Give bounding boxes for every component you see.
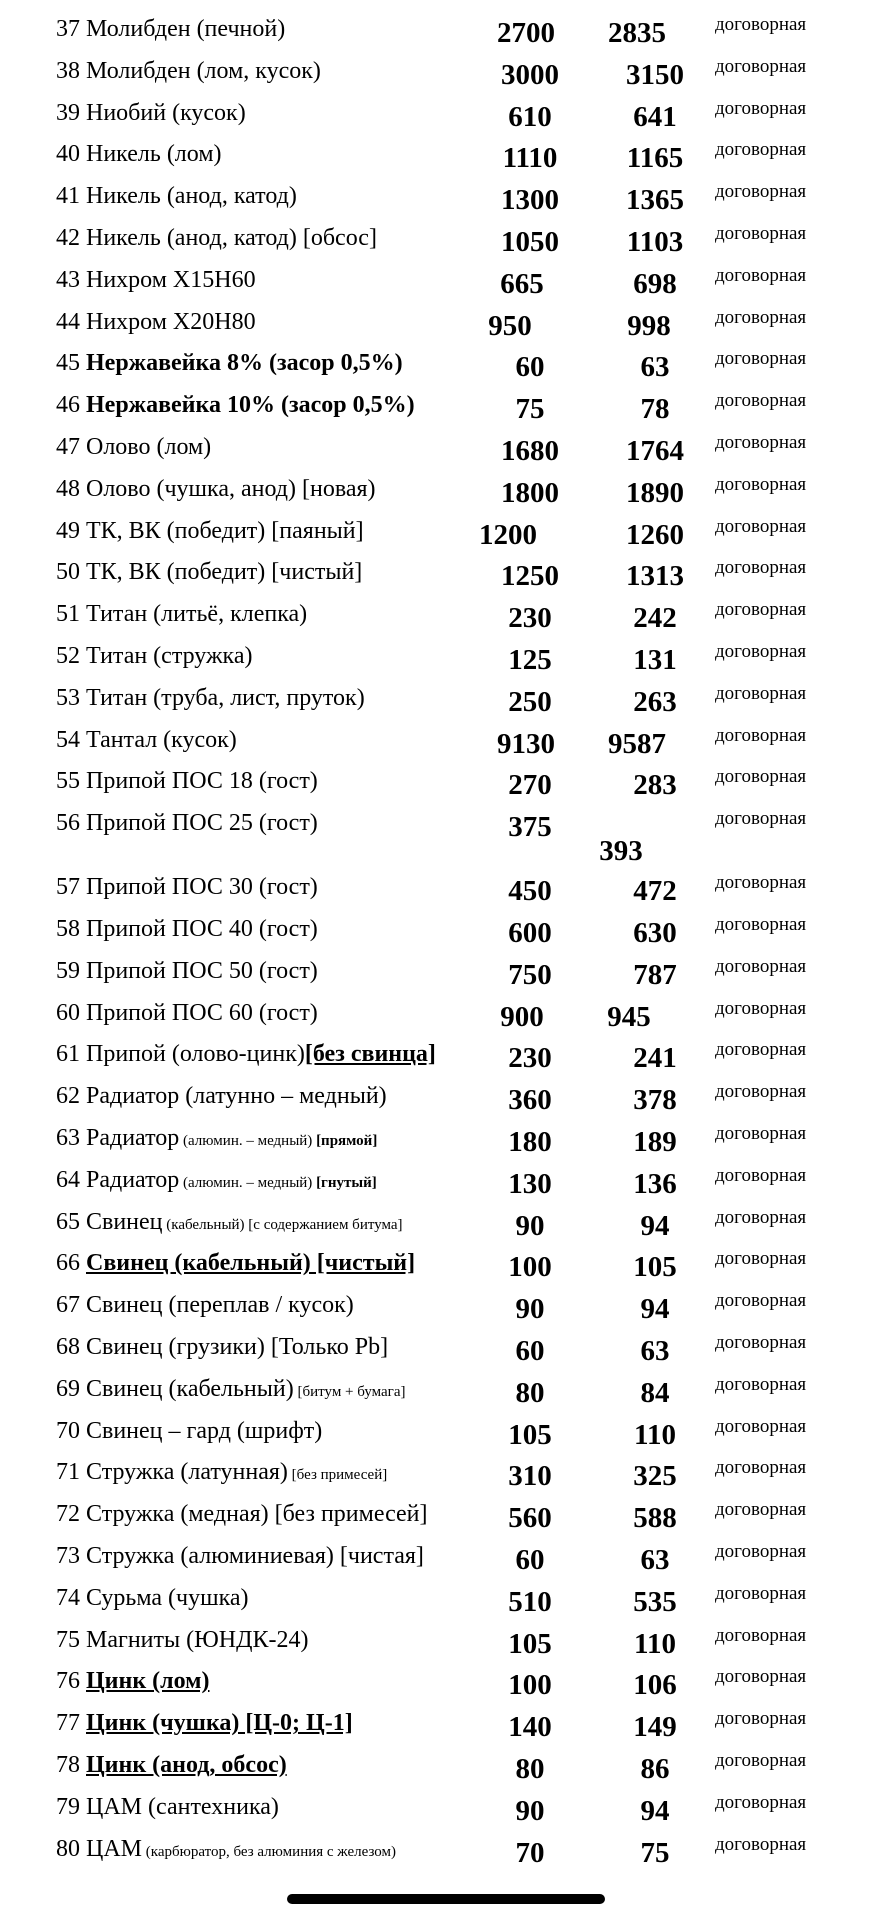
price-2: 1165 (626, 142, 684, 175)
price-1: 180 (508, 1126, 552, 1158)
price-1: 90 (515, 1794, 545, 1827)
price-1: 80 (515, 1376, 545, 1409)
table-row (0, 719, 886, 759)
price-status: договорная (715, 682, 807, 704)
price-1: 100 (508, 1251, 552, 1284)
price-status: договорная (715, 1248, 807, 1270)
table-row (0, 760, 886, 800)
material-name: Свинец – гард (шрифт) (86, 1417, 323, 1444)
price-1: 3000 (501, 58, 559, 91)
price-status: договорная (715, 1499, 807, 1521)
table-row (0, 992, 886, 1032)
row-number: 55 (56, 768, 80, 795)
price-1: 130 (508, 1167, 552, 1200)
material-name: Стружка (алюминиевая) [чистая] (86, 1543, 424, 1569)
price-1: 75 (515, 393, 545, 426)
price-2: 1365 (626, 184, 684, 217)
material-name: Сурьма (чушка) (86, 1584, 249, 1611)
price-1: 1110 (502, 142, 558, 175)
material-name: Титан (труба, лист, пруток) (86, 684, 365, 711)
table-row (0, 1535, 886, 1575)
row-number: 64 (56, 1166, 80, 1193)
table-row (0, 1368, 886, 1408)
material-name: Титан (стружка) (86, 643, 253, 669)
price-status: договорная (715, 181, 807, 203)
material-name: Припой ПОС 50 (гост) (86, 957, 318, 984)
price-1: 560 (508, 1502, 552, 1535)
price-status: договорная (715, 1164, 807, 1186)
row-number: 54 (56, 726, 80, 753)
price-2: 263 (633, 685, 677, 718)
price-status: договорная (715, 97, 807, 119)
row-number: 44 (56, 308, 80, 335)
material-name: Свинец (кабельный) [битум + бумага] (86, 1375, 406, 1402)
row-number: 42 (56, 225, 80, 251)
price-2: 84 (640, 1376, 670, 1409)
price-1: 900 (500, 1000, 544, 1033)
price-status: договорная (715, 1541, 807, 1562)
price-status: договорная (715, 641, 807, 662)
material-name: Олово (лом) (86, 434, 212, 460)
home-indicator[interactable] (287, 1894, 605, 1904)
material-name: Припой ПОС 18 (гост) (86, 768, 318, 795)
price-2: 641 (633, 100, 677, 133)
price-1: 60 (515, 1544, 545, 1576)
table-row (0, 426, 886, 466)
material-name: Молибден (лом, кусок) (86, 57, 321, 84)
material-name: Магниты (ЮНДК-24) (86, 1626, 309, 1653)
row-number: 45 (56, 350, 80, 377)
table-row (0, 1828, 886, 1868)
price-1: 1200 (479, 518, 537, 551)
table-row (0, 1242, 886, 1282)
price-status: договорная (715, 139, 807, 161)
table-row (0, 468, 886, 508)
price-1: 140 (508, 1711, 552, 1744)
material-name: Свинец (переплав / кусок) (86, 1292, 354, 1319)
price-status: договорная (715, 1791, 807, 1813)
material-name: Припой ПОС 40 (гост) (86, 916, 318, 942)
price-2: 94 (640, 1794, 670, 1827)
material-name: Нихром Х15Н60 (86, 266, 256, 293)
price-2: 78 (640, 393, 670, 426)
row-number: 40 (56, 141, 80, 168)
price-1: 450 (508, 875, 552, 908)
row-number: 57 (56, 874, 80, 901)
price-2: 75 (640, 1836, 670, 1869)
table-row (0, 510, 886, 550)
price-1: 510 (508, 1585, 552, 1618)
price-status: договорная (715, 997, 807, 1019)
material-name: Молибден (печной) (86, 16, 286, 42)
table-row (0, 1410, 886, 1450)
table-row (0, 677, 886, 717)
price-2: 378 (633, 1084, 677, 1117)
row-number: 69 (56, 1375, 80, 1402)
table-row (0, 342, 886, 382)
price-status: договорная (715, 1582, 807, 1604)
table-row (0, 175, 886, 215)
price-2: 189 (633, 1126, 677, 1158)
price-status: договорная (715, 223, 807, 244)
price-1: 950 (488, 309, 532, 342)
price-1: 375 (508, 811, 552, 844)
table-row (0, 1201, 886, 1241)
material-name: Титан (литьё, клепка) (86, 601, 308, 628)
table-row (0, 301, 886, 341)
material-name: Тантал (кусок) (86, 726, 237, 753)
material-name: ЦАМ (карбюратор, без алюминия с железом) (86, 1835, 396, 1862)
price-1: 105 (508, 1627, 552, 1660)
row-number: 75 (56, 1626, 80, 1653)
price-1: 60 (515, 1335, 545, 1367)
price-2: 110 (634, 1418, 676, 1451)
material-name: Нержавейка 8% (засор 0,5%) (86, 350, 403, 377)
price-2: 393 (599, 835, 643, 868)
price-2: 136 (633, 1167, 677, 1200)
row-number: 68 (56, 1334, 80, 1360)
price-status: договорная (715, 264, 807, 286)
table-row (0, 1493, 886, 1533)
table-row (0, 133, 886, 173)
clipped-previous-row (0, 0, 886, 2)
row-number: 61 (56, 1041, 80, 1068)
price-status: договорная (715, 1332, 807, 1353)
price-status: договорная (715, 1206, 807, 1228)
price-2: 283 (633, 769, 677, 802)
row-number: 50 (56, 559, 80, 586)
table-row (0, 1117, 886, 1157)
price-2: 131 (633, 644, 677, 676)
table-row (0, 1577, 886, 1617)
row-number: 59 (56, 957, 80, 984)
price-1: 100 (508, 1669, 552, 1702)
material-name: Никель (анод, катод) (86, 183, 297, 210)
price-status: договорная (715, 766, 807, 788)
price-2: 1260 (626, 518, 684, 551)
price-status: договорная (715, 55, 807, 77)
price-2: 787 (633, 958, 677, 991)
row-number: 41 (56, 183, 80, 210)
price-status: договорная (715, 473, 807, 495)
row-number: 66 (56, 1250, 80, 1277)
table-row (0, 950, 886, 990)
table-row (0, 1619, 886, 1659)
price-2: 241 (633, 1042, 677, 1075)
price-2: 998 (627, 309, 671, 342)
table-row (0, 1451, 886, 1491)
price-status: договорная (715, 1708, 807, 1730)
price-2: 2835 (608, 17, 666, 49)
price-2: 1764 (626, 435, 684, 467)
row-number: 56 (56, 810, 80, 837)
row-number: 63 (56, 1125, 80, 1151)
row-number: 72 (56, 1501, 80, 1528)
table-row (0, 551, 886, 591)
row-number: 37 (56, 16, 80, 42)
price-1: 80 (515, 1753, 545, 1785)
price-2: 3150 (626, 58, 684, 91)
row-number: 39 (56, 99, 80, 126)
price-status: договорная (715, 1081, 807, 1103)
price-status: договорная (715, 1290, 807, 1312)
price-1: 1680 (501, 435, 559, 467)
price-2: 9587 (608, 727, 666, 760)
material-name: Стружка (медная) [без примесей] (86, 1501, 428, 1528)
row-number: 77 (56, 1710, 80, 1737)
material-name: Нержавейка 10% (засор 0,5%) (86, 392, 415, 419)
price-status: договорная (715, 515, 807, 537)
price-status: договорная (715, 390, 807, 412)
material-name: Нихром Х20Н80 (86, 308, 256, 335)
price-1: 360 (508, 1084, 552, 1117)
table-row (0, 92, 886, 132)
row-number: 80 (56, 1835, 80, 1862)
row-number: 49 (56, 517, 80, 544)
price-2: 110 (634, 1627, 676, 1660)
price-status: договорная (715, 724, 807, 746)
price-1: 230 (508, 602, 552, 635)
price-status: договорная (715, 557, 807, 579)
price-2: 630 (633, 917, 677, 949)
row-number: 79 (56, 1793, 80, 1820)
price-status: договорная (715, 1039, 807, 1061)
material-name: Припой ПОС 25 (гост) (86, 810, 318, 837)
table-row (0, 802, 886, 868)
table-row (0, 1159, 886, 1199)
price-1: 1050 (501, 226, 559, 258)
price-2: 325 (633, 1460, 677, 1493)
price-2: 105 (633, 1251, 677, 1284)
price-2: 106 (633, 1669, 677, 1702)
row-number: 46 (56, 392, 80, 419)
material-name: Припой ПОС 60 (гост) (86, 999, 318, 1026)
table-row (0, 866, 886, 906)
price-1: 750 (508, 958, 552, 991)
price-2: 149 (633, 1711, 677, 1744)
material-name: ЦАМ (сантехника) (86, 1793, 279, 1820)
price-1: 2700 (497, 17, 555, 49)
row-number: 53 (56, 684, 80, 711)
table-row (0, 1786, 886, 1826)
material-name: Радиатор (латунно – медный) (86, 1083, 387, 1110)
price-1: 230 (508, 1042, 552, 1075)
price-1: 1800 (501, 476, 559, 509)
table-row (0, 1702, 886, 1742)
price-status: договорная (715, 1373, 807, 1395)
row-number: 73 (56, 1543, 80, 1569)
table-row (0, 217, 886, 257)
material-name: Цинк (чушка) [Ц-0; Ц-1] (86, 1710, 353, 1737)
price-1: 600 (508, 917, 552, 949)
price-1: 665 (500, 267, 544, 300)
price-status: договорная (715, 14, 807, 35)
material-name: Ниобий (кусок) (86, 99, 246, 126)
material-name: Олово (чушка, анод) [новая) (86, 475, 376, 502)
price-status: договорная (715, 1415, 807, 1437)
table-row (0, 1660, 886, 1700)
row-number: 52 (56, 643, 80, 669)
price-2: 94 (640, 1209, 670, 1242)
price-2: 94 (640, 1293, 670, 1326)
table-row (0, 1284, 886, 1324)
material-name: Цинк (лом) (86, 1668, 210, 1695)
price-status: договорная (715, 1750, 807, 1771)
table-row (0, 635, 886, 675)
price-1: 60 (515, 351, 545, 384)
table-row (0, 384, 886, 424)
price-2: 86 (640, 1753, 670, 1785)
price-1: 105 (508, 1418, 552, 1451)
row-number: 78 (56, 1752, 80, 1778)
material-name: Свинец (кабельный) [чистый] (86, 1250, 416, 1277)
row-number: 47 (56, 434, 80, 460)
price-1: 250 (508, 685, 552, 718)
price-status: договорная (715, 872, 807, 894)
row-number: 67 (56, 1292, 80, 1319)
price-status: договорная (715, 432, 807, 453)
price-status: договорная (715, 1123, 807, 1144)
material-name: ТК, ВК (победит) [паяный] (86, 517, 364, 544)
price-2: 242 (633, 602, 677, 635)
row-number: 76 (56, 1668, 80, 1695)
material-name: Свинец (грузики) [Только Pb] (86, 1334, 389, 1360)
price-status: договорная (715, 955, 807, 977)
price-status: договорная (715, 1624, 807, 1646)
table-row (0, 1326, 886, 1366)
row-number: 48 (56, 475, 80, 502)
price-1: 125 (508, 644, 552, 676)
row-number: 38 (56, 57, 80, 84)
row-number: 51 (56, 601, 80, 628)
material-name: Радиатор (алюмин. – медный) [гнутый] (86, 1166, 377, 1193)
row-number: 58 (56, 916, 80, 942)
table-row (0, 1075, 886, 1115)
price-1: 1300 (501, 184, 559, 217)
price-1: 70 (515, 1836, 545, 1869)
row-number: 74 (56, 1584, 80, 1611)
price-1: 610 (508, 100, 552, 133)
table-row (0, 593, 886, 633)
price-2: 698 (633, 267, 677, 300)
price-2: 588 (633, 1502, 677, 1535)
row-number: 62 (56, 1083, 80, 1110)
price-2: 945 (607, 1000, 651, 1033)
table-row (0, 259, 886, 299)
price-1: 270 (508, 769, 552, 802)
price-status: договорная (715, 808, 807, 830)
price-2: 63 (640, 1544, 670, 1576)
table-row (0, 8, 886, 48)
material-name: Никель (анод, катод) [обсос] (86, 225, 377, 251)
price-status: договорная (715, 306, 807, 328)
table-row (0, 1033, 886, 1073)
table-row (0, 908, 886, 948)
price-1: 90 (515, 1209, 545, 1242)
price-2: 1103 (626, 226, 684, 258)
price-status: договорная (715, 1666, 807, 1688)
price-status: договорная (715, 1833, 807, 1855)
row-number: 70 (56, 1417, 80, 1444)
material-name: Припой (олово-цинк)[без свинца] (86, 1041, 436, 1068)
material-name: Припой ПОС 30 (гост) (86, 874, 318, 901)
price-1: 1250 (501, 560, 559, 593)
price-1: 90 (515, 1293, 545, 1326)
price-status: договорная (715, 914, 807, 935)
row-number: 43 (56, 266, 80, 293)
row-number: 71 (56, 1459, 80, 1486)
row-number: 60 (56, 999, 80, 1026)
price-1: 9130 (497, 727, 555, 760)
price-2: 1890 (626, 476, 684, 509)
price-status: договорная (715, 348, 807, 370)
price-2: 1313 (626, 560, 684, 593)
price-2: 535 (633, 1585, 677, 1618)
material-name: Радиатор (алюмин. – медный) [прямой] (86, 1125, 378, 1151)
price-2: 63 (640, 351, 670, 384)
table-row (0, 1744, 886, 1784)
material-name: ТК, ВК (победит) [чистый] (86, 559, 363, 586)
material-name: Свинец (кабельный) [с содержанием битума] (86, 1208, 403, 1235)
material-name: Никель (лом) (86, 141, 222, 168)
price-2: 472 (633, 875, 677, 908)
price-1: 310 (508, 1460, 552, 1493)
price-status: договорная (715, 599, 807, 621)
table-row (0, 50, 886, 90)
price-status: договорная (715, 1457, 807, 1479)
material-name: Цинк (анод, обсос) (86, 1752, 287, 1778)
material-name: Стружка (латунная) [без примесей] (86, 1459, 388, 1486)
row-number: 65 (56, 1208, 80, 1235)
price-2: 63 (640, 1335, 670, 1367)
